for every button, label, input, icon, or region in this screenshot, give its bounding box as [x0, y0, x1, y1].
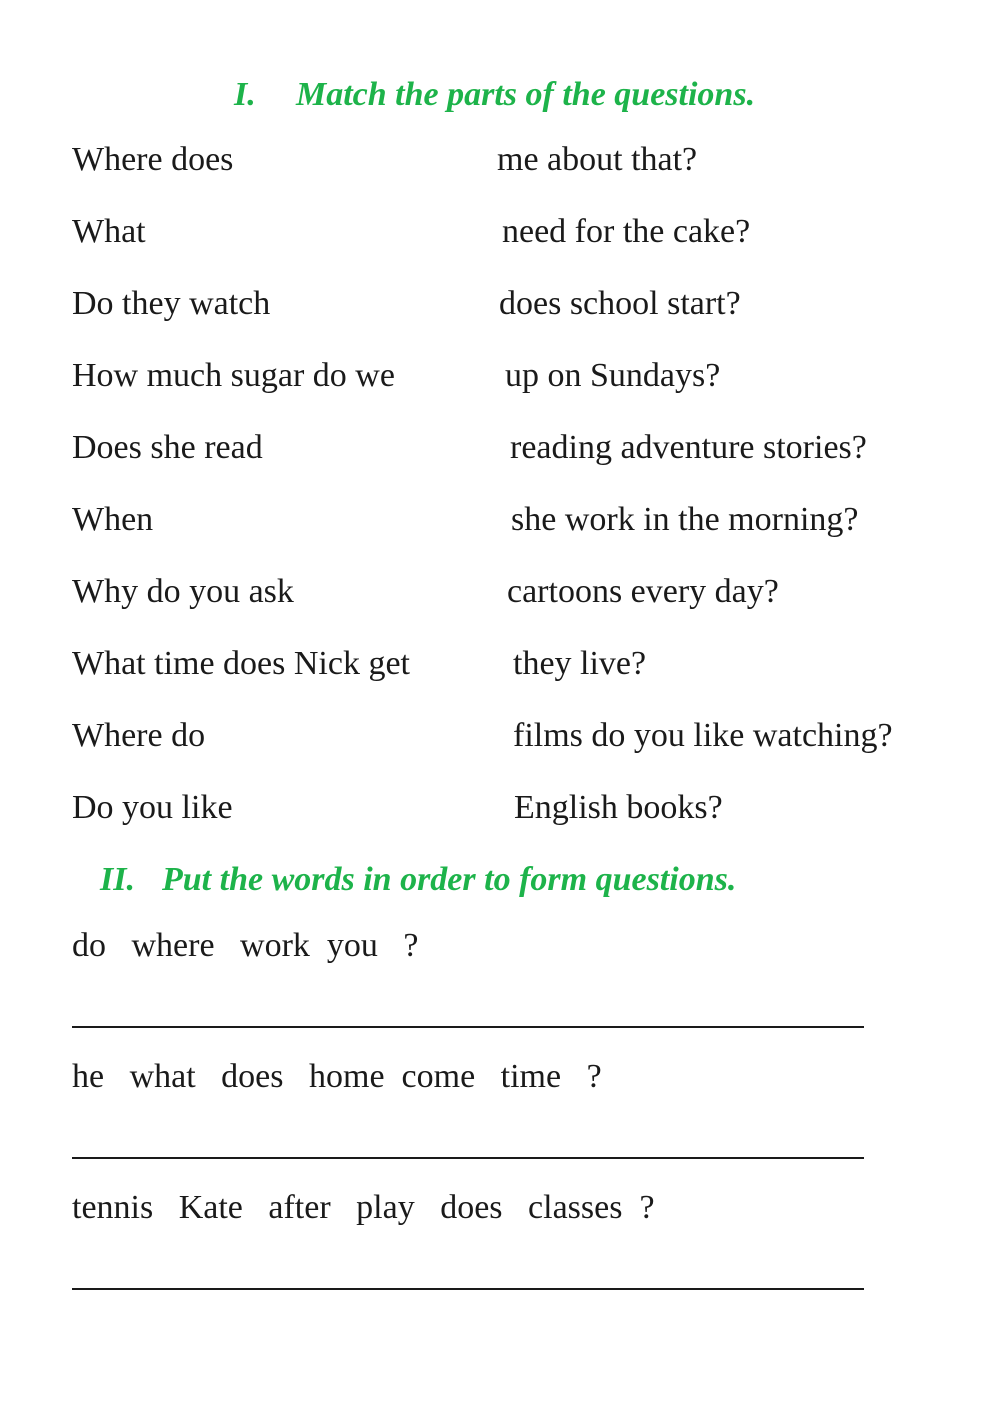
- question-start: Where does: [72, 141, 234, 178]
- question-start: Where do: [72, 717, 206, 754]
- match-row: [0, 431, 1000, 471]
- section-2-title: Put the words in order to form questions.: [162, 861, 737, 898]
- question-end: need for the cake?: [502, 213, 751, 250]
- question-end: me about that?: [497, 141, 698, 178]
- section-2-number: II.: [100, 861, 135, 898]
- question-end: up on Sundays?: [505, 357, 721, 394]
- question-start: How much sugar do we: [72, 357, 395, 394]
- match-row: [0, 143, 1000, 183]
- match-row: [0, 287, 1000, 327]
- match-row: [0, 575, 1000, 615]
- scrambled-words: do where work you ?: [72, 927, 419, 964]
- question-start: Do they watch: [72, 285, 271, 322]
- match-row: [0, 719, 1000, 759]
- question-start: What time does Nick get: [72, 645, 411, 682]
- scrambled-words: he what does home come time ?: [72, 1058, 602, 1095]
- section-1-title: Match the parts of the questions.: [296, 76, 756, 113]
- match-row: [0, 647, 1000, 687]
- section-1-heading: [234, 78, 755, 112]
- question-start: When: [72, 501, 154, 538]
- question-end: cartoons every day?: [507, 573, 779, 610]
- question-start: What: [72, 213, 146, 250]
- question-start: Why do you ask: [72, 573, 294, 610]
- question-end: films do you like watching?: [513, 717, 893, 754]
- match-row: [0, 791, 1000, 831]
- match-row: [0, 359, 1000, 399]
- question-start: Do you like: [72, 789, 233, 826]
- question-start: Does she read: [72, 429, 263, 466]
- section-1-number: I.: [234, 76, 256, 113]
- answer-line[interactable]: [72, 1157, 864, 1159]
- answer-line[interactable]: [72, 1026, 864, 1028]
- question-end: they live?: [513, 645, 647, 682]
- section-2-heading: [100, 863, 736, 897]
- question-end: reading adventure stories?: [510, 429, 867, 466]
- answer-line[interactable]: [72, 1288, 864, 1290]
- question-end: English books?: [514, 789, 723, 826]
- question-end: does school start?: [499, 285, 741, 322]
- match-row: [0, 215, 1000, 255]
- question-end: she work in the morning?: [511, 501, 859, 538]
- match-row: [0, 503, 1000, 543]
- scrambled-words: tennis Kate after play does classes ?: [72, 1189, 655, 1226]
